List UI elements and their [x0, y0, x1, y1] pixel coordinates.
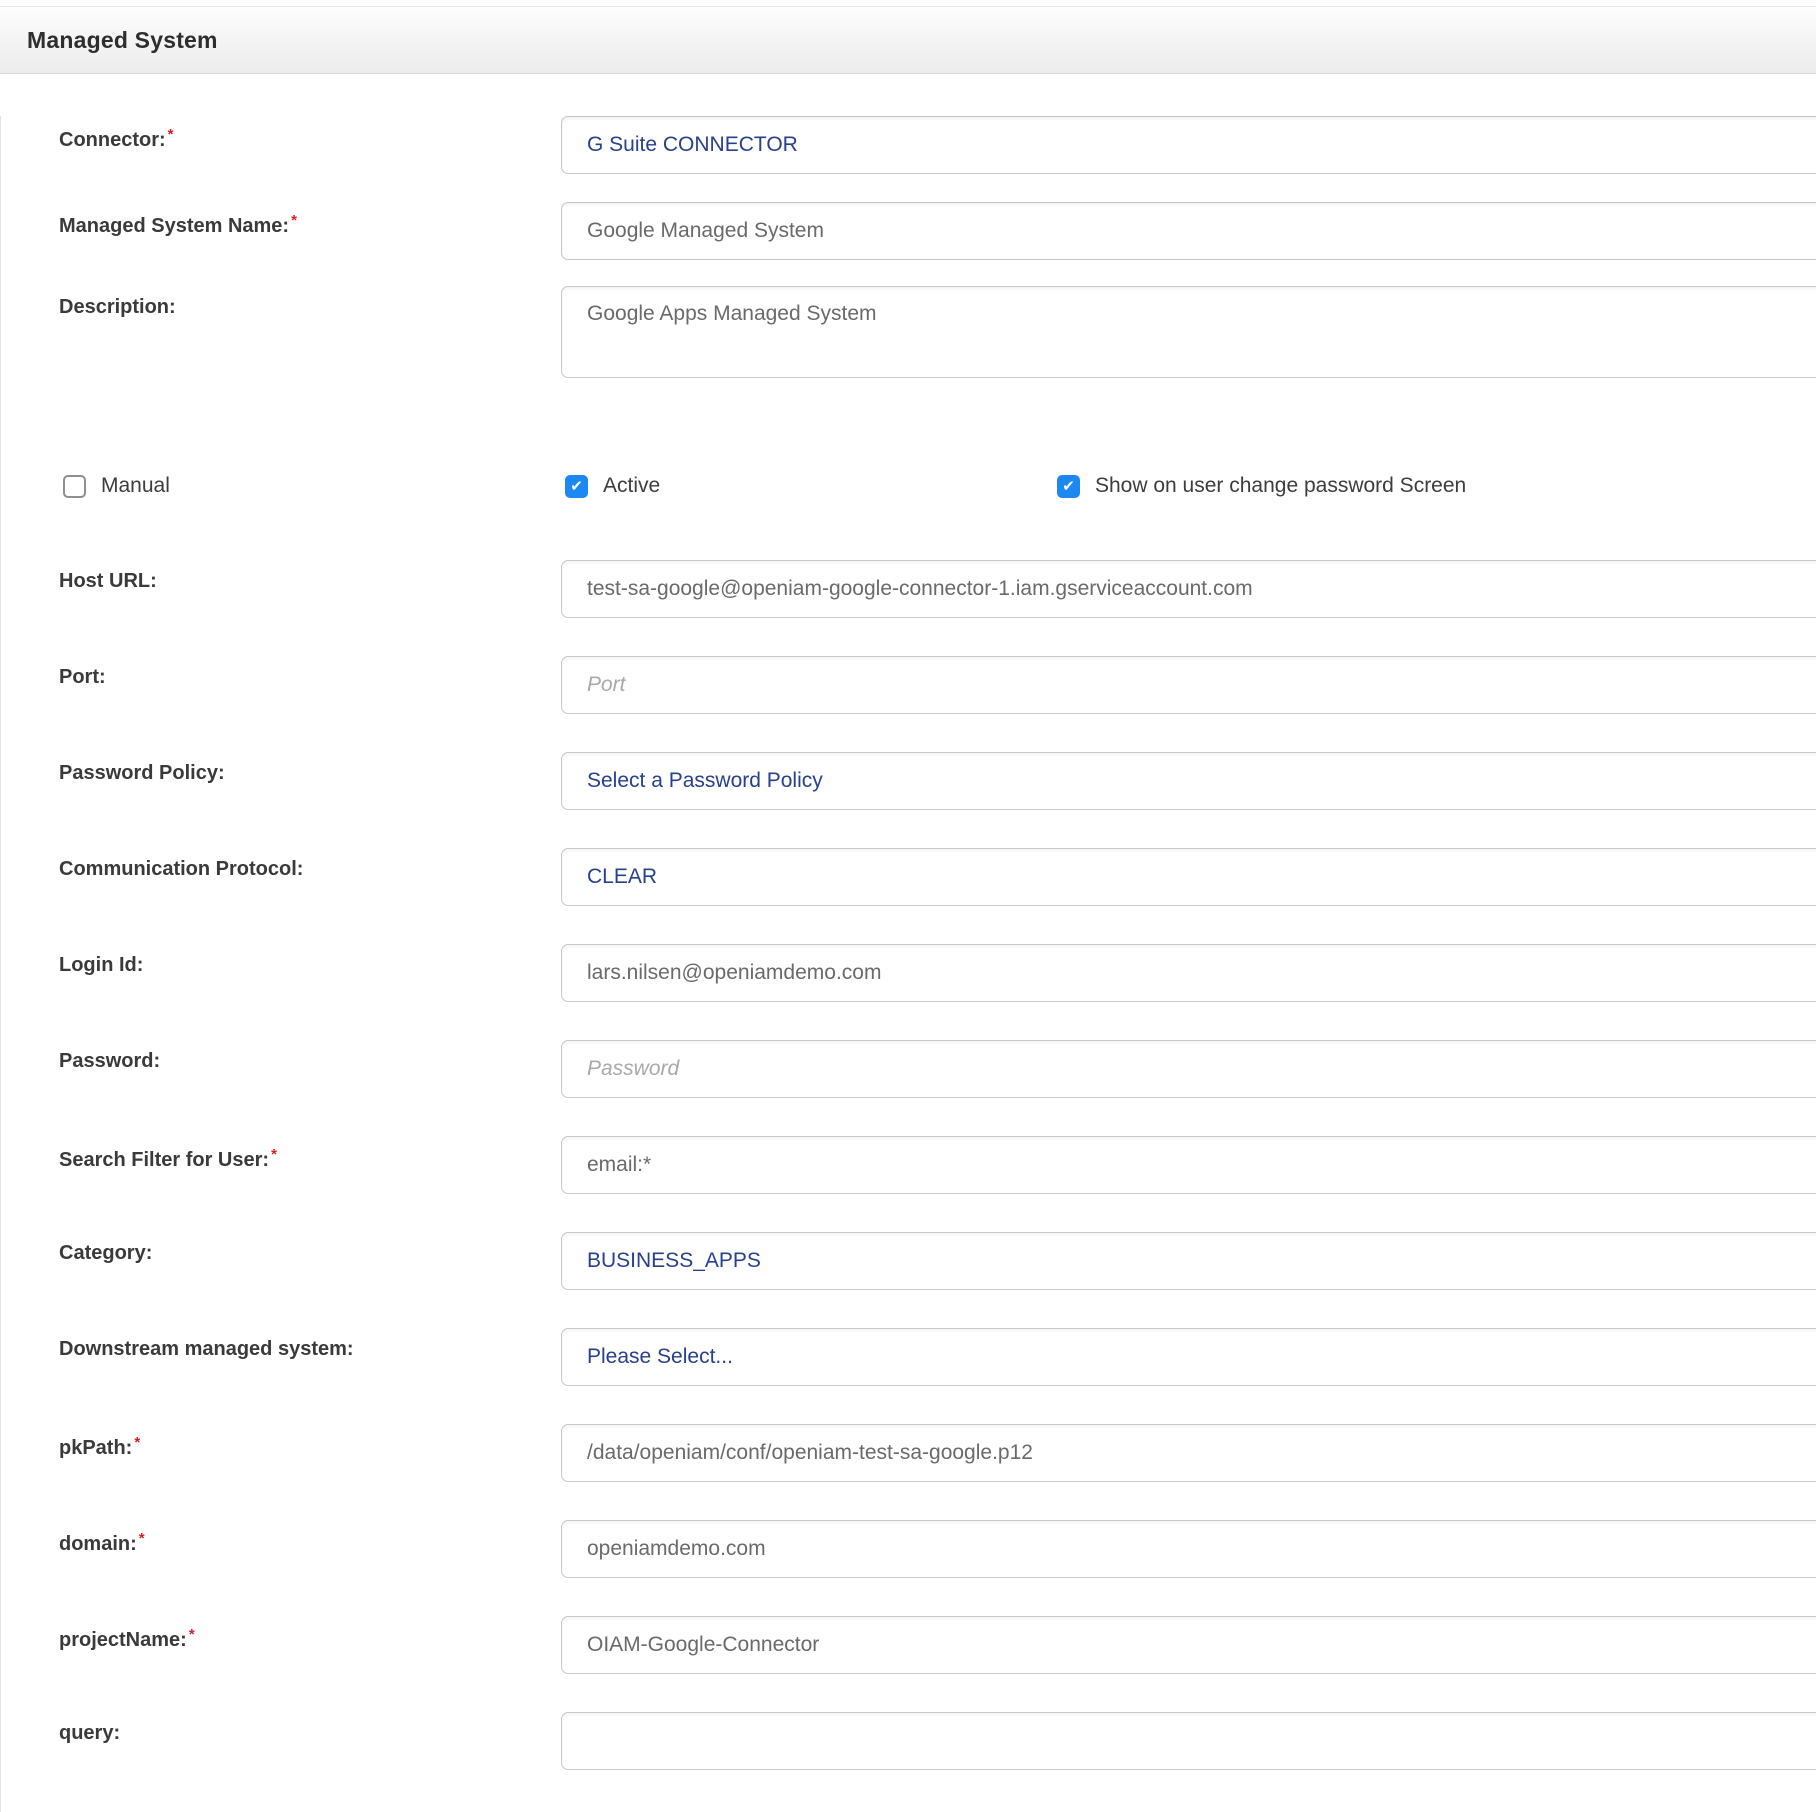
field-row-search-filter-for-user — [59, 1136, 1816, 1194]
manual-checkbox-label: Manual — [101, 474, 170, 497]
field-row-communication-protocol — [59, 848, 1816, 906]
field-row-managed-system-name — [59, 202, 1816, 260]
password-policy-select[interactable]: Select a Password Policy — [561, 752, 1816, 810]
downstream-managed-system-label: Downstream managed system: — [59, 1338, 354, 1360]
field-row-downstream-managed-system — [59, 1328, 1816, 1386]
login-id-label: Login Id: — [59, 954, 144, 976]
search-filter-for-user-input[interactable] — [561, 1136, 1816, 1194]
field-row-password-policy — [59, 752, 1816, 810]
manual-checkbox[interactable] — [63, 475, 86, 498]
checkbox-row — [1, 474, 1816, 498]
show-on-password-screen-checkbox-label: Show on user change password Screen — [1095, 474, 1467, 497]
field-row-domain — [59, 1520, 1816, 1578]
required-asterisk: * — [188, 1626, 195, 1643]
project-name-input[interactable] — [561, 1616, 1816, 1674]
connector-label: Connector: * — [59, 126, 174, 151]
field-row-password — [59, 1040, 1816, 1098]
host-url-label: Host URL: — [59, 570, 157, 592]
field-row-host-url — [59, 560, 1816, 618]
login-id-input[interactable] — [561, 944, 1816, 1002]
field-row-category — [59, 1232, 1816, 1290]
required-asterisk: * — [291, 212, 297, 229]
password-input[interactable] — [561, 1040, 1816, 1098]
required-asterisk: * — [271, 1146, 277, 1163]
pkpath-input[interactable] — [561, 1424, 1816, 1482]
query-textarea[interactable] — [561, 1712, 1816, 1770]
category-select[interactable]: BUSINESS_APPS — [561, 1232, 1816, 1290]
field-row-connector — [59, 116, 1816, 174]
port-label: Port: — [59, 666, 106, 688]
field-row-query — [59, 1712, 1816, 1770]
managed-system-name-input[interactable] — [561, 202, 1816, 260]
domain-label: domain: * — [59, 1530, 145, 1555]
description-label: Description: — [59, 296, 176, 318]
manual-checkbox-group[interactable] — [63, 474, 170, 498]
field-row-project-name — [59, 1616, 1816, 1674]
communication-protocol-label: Communication Protocol: — [59, 858, 304, 880]
port-input[interactable] — [561, 656, 1816, 714]
active-checkbox[interactable] — [565, 475, 588, 498]
field-row-login-id — [59, 944, 1816, 1002]
connector-select[interactable]: G Suite CONNECTOR — [561, 116, 1816, 174]
panel-header — [0, 6, 1816, 74]
managed-system-name-label: Managed System Name: * — [59, 212, 297, 237]
active-checkbox-group[interactable] — [565, 474, 660, 498]
category-label: Category: — [59, 1242, 153, 1264]
page-title: Managed System — [27, 26, 218, 53]
password-label: Password: — [59, 1050, 161, 1072]
field-row-description — [59, 286, 1816, 378]
search-filter-for-user-label: Search Filter for User: * — [59, 1146, 277, 1171]
password-policy-label: Password Policy: — [59, 762, 225, 784]
query-label: query: — [59, 1722, 121, 1744]
field-row-port — [59, 656, 1816, 714]
domain-input[interactable] — [561, 1520, 1816, 1578]
description-textarea[interactable] — [561, 286, 1816, 378]
show-on-password-screen-checkbox[interactable] — [1057, 475, 1080, 498]
project-name-label: projectName: * — [59, 1626, 195, 1651]
host-url-input[interactable] — [561, 560, 1816, 618]
communication-protocol-select[interactable]: CLEAR — [561, 848, 1816, 906]
field-row-pkpath — [59, 1424, 1816, 1482]
pkpath-label: pkPath: * — [59, 1434, 141, 1459]
required-asterisk: * — [138, 1530, 145, 1547]
required-asterisk: * — [167, 126, 174, 143]
downstream-managed-system-select[interactable]: Please Select... — [561, 1328, 1816, 1386]
active-checkbox-label: Active — [603, 474, 661, 497]
required-asterisk: * — [134, 1434, 141, 1451]
show-on-password-screen-checkbox-group[interactable] — [1057, 474, 1466, 498]
managed-system-form — [0, 116, 1816, 1812]
